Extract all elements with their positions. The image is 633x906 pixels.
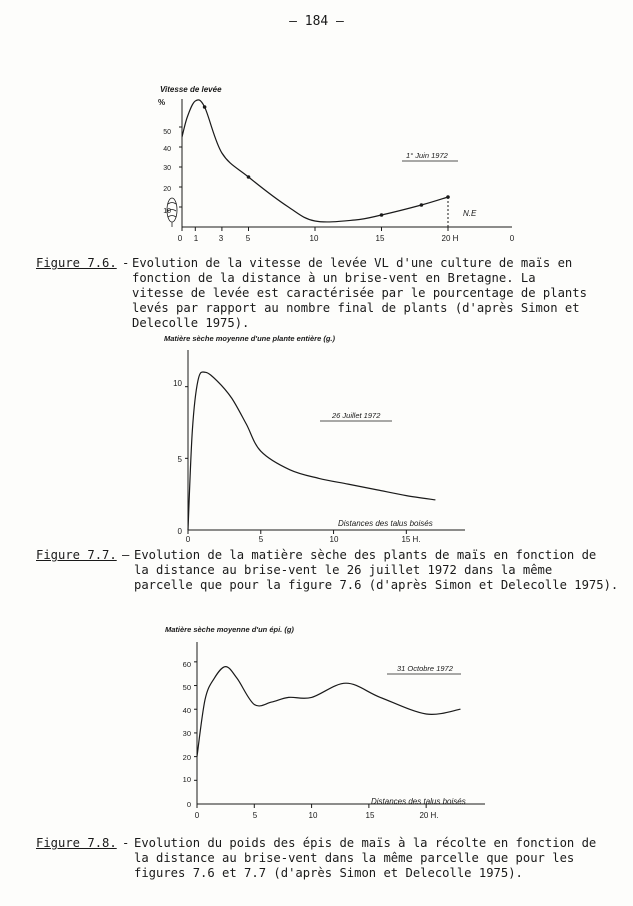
y-tick-label: 5 (177, 455, 182, 464)
x-tick-label: 15 H. (401, 535, 421, 544)
data-point (420, 203, 424, 207)
x-tick-labels (178, 234, 515, 243)
caption-dash: – (122, 548, 130, 562)
x-tick-label: 15 (375, 234, 385, 243)
caption-line: vitesse de levée est caractérisée par le pourcentage de plants (132, 286, 587, 300)
chart-y-label-text: Matière sèche moyenne d'une plante entière (g.) (164, 334, 335, 343)
chart-fig-7-6 (140, 80, 530, 250)
caption-label: Figure 7.6. (36, 256, 117, 270)
y-tick-label: 50 (182, 683, 191, 692)
caption-line: Evolution de la matière sèche des plants de maïs en fonction de (134, 548, 597, 562)
caption-dash: - (122, 256, 130, 270)
caption-dash: - (122, 836, 130, 850)
chart-y-label: Vitesse de levée (160, 85, 222, 94)
y-tick-label: 20 (163, 186, 171, 193)
x-tick-label: 10 (308, 811, 318, 820)
chart-annotation: 31 Octobre 1972 (397, 664, 453, 673)
y-tick-label: 60 (182, 660, 191, 669)
x-tick-label: 5 (252, 811, 258, 820)
x-tick-label: 20 H. (419, 811, 439, 820)
y-tick-label: 0 (186, 800, 191, 809)
chart-x-label: Distances des talus boisés (371, 797, 466, 806)
series-line (188, 372, 435, 530)
y-tick-labels (173, 379, 182, 536)
caption-line: levés par rapport au nombre final de plants (d'après Simon et (132, 301, 580, 315)
chart-y-unit: % (158, 98, 166, 107)
x-tick-labels (195, 811, 439, 820)
y-tick-label: 0 (177, 527, 182, 536)
y-tick-label: 10 (182, 775, 191, 784)
caption-line: figures 7.6 et 7.7 (d'après Simon et Delecolle 1975). (134, 866, 523, 880)
caption-line: fonction de la distance à un brise-vent en Bretagne. La (132, 271, 536, 285)
y-tick-label: 40 (163, 146, 171, 153)
chart-y-label: Matière sèche moyenne d'un épi. (g) (165, 625, 294, 634)
x-tick-label: 15 (365, 811, 375, 820)
y-tick-labels (163, 129, 171, 215)
data-point (247, 175, 251, 179)
page-number: — 184 — (289, 14, 344, 29)
x-tick-label: 5 (245, 234, 251, 243)
x-tick-label: 0 (509, 234, 515, 243)
caption-fig-7-6 (36, 256, 626, 331)
chart-annotation: 1° Juin 1972 (406, 151, 448, 160)
y-tick-labels (183, 660, 191, 809)
caption-label: Figure 7.7. (36, 548, 117, 562)
data-point (203, 105, 207, 109)
caption-line: Evolution du poids des épis de maïs à la récolte en fonction de (134, 836, 597, 850)
caption-line: Evolution de la vitesse de levée VL d'une culture de maïs en (132, 256, 573, 270)
y-tick-label: 10 (163, 208, 171, 215)
x-tick-label: 0 (177, 234, 183, 243)
x-tick-label: 20 H (441, 234, 459, 243)
caption-line: Delecolle 1975). (132, 316, 250, 330)
caption-line: la distance au brise-vent dans la même parcelle que pour les (134, 851, 575, 865)
chart-annotation: 26 Juillet 1972 (332, 411, 381, 420)
y-tick-label: 50 (163, 129, 171, 136)
y-tick-label: 30 (163, 165, 171, 172)
x-tick-label: 0 (185, 535, 191, 544)
x-tick-label: 3 (218, 234, 224, 243)
series-line (197, 667, 461, 757)
x-tick-labels (186, 535, 421, 544)
caption-fig-7-7 (36, 548, 631, 593)
data-point (380, 213, 384, 217)
caption-line: la distance au brise-vent le 26 juillet 1972 dans la même (134, 563, 553, 577)
y-tick-label: 30 (182, 729, 191, 738)
x-tick-label: 10 (309, 234, 319, 243)
chart-x-label: Distances des talus boisés (338, 519, 433, 528)
chart-x-end-label: N.E (463, 209, 477, 218)
x-tick-label: 1 (193, 234, 199, 243)
chart-y-label (164, 334, 335, 343)
x-tick-label: 10 (329, 535, 339, 544)
caption-line: parcelle que pour la figure 7.6 (d'après Simon et Delecolle 1975). (134, 578, 619, 592)
chart-fig-7-8 (155, 620, 495, 825)
chart-fig-7-7 (140, 328, 480, 543)
y-tick-label: 10 (173, 379, 182, 388)
y-tick-label: 20 (182, 753, 191, 762)
y-tick-label: 40 (182, 706, 191, 715)
x-tick-label: 5 (258, 535, 264, 544)
caption-fig-7-8 (36, 836, 631, 881)
caption-label: Figure 7.8. (36, 836, 117, 850)
x-tick-label: 0 (194, 811, 200, 820)
